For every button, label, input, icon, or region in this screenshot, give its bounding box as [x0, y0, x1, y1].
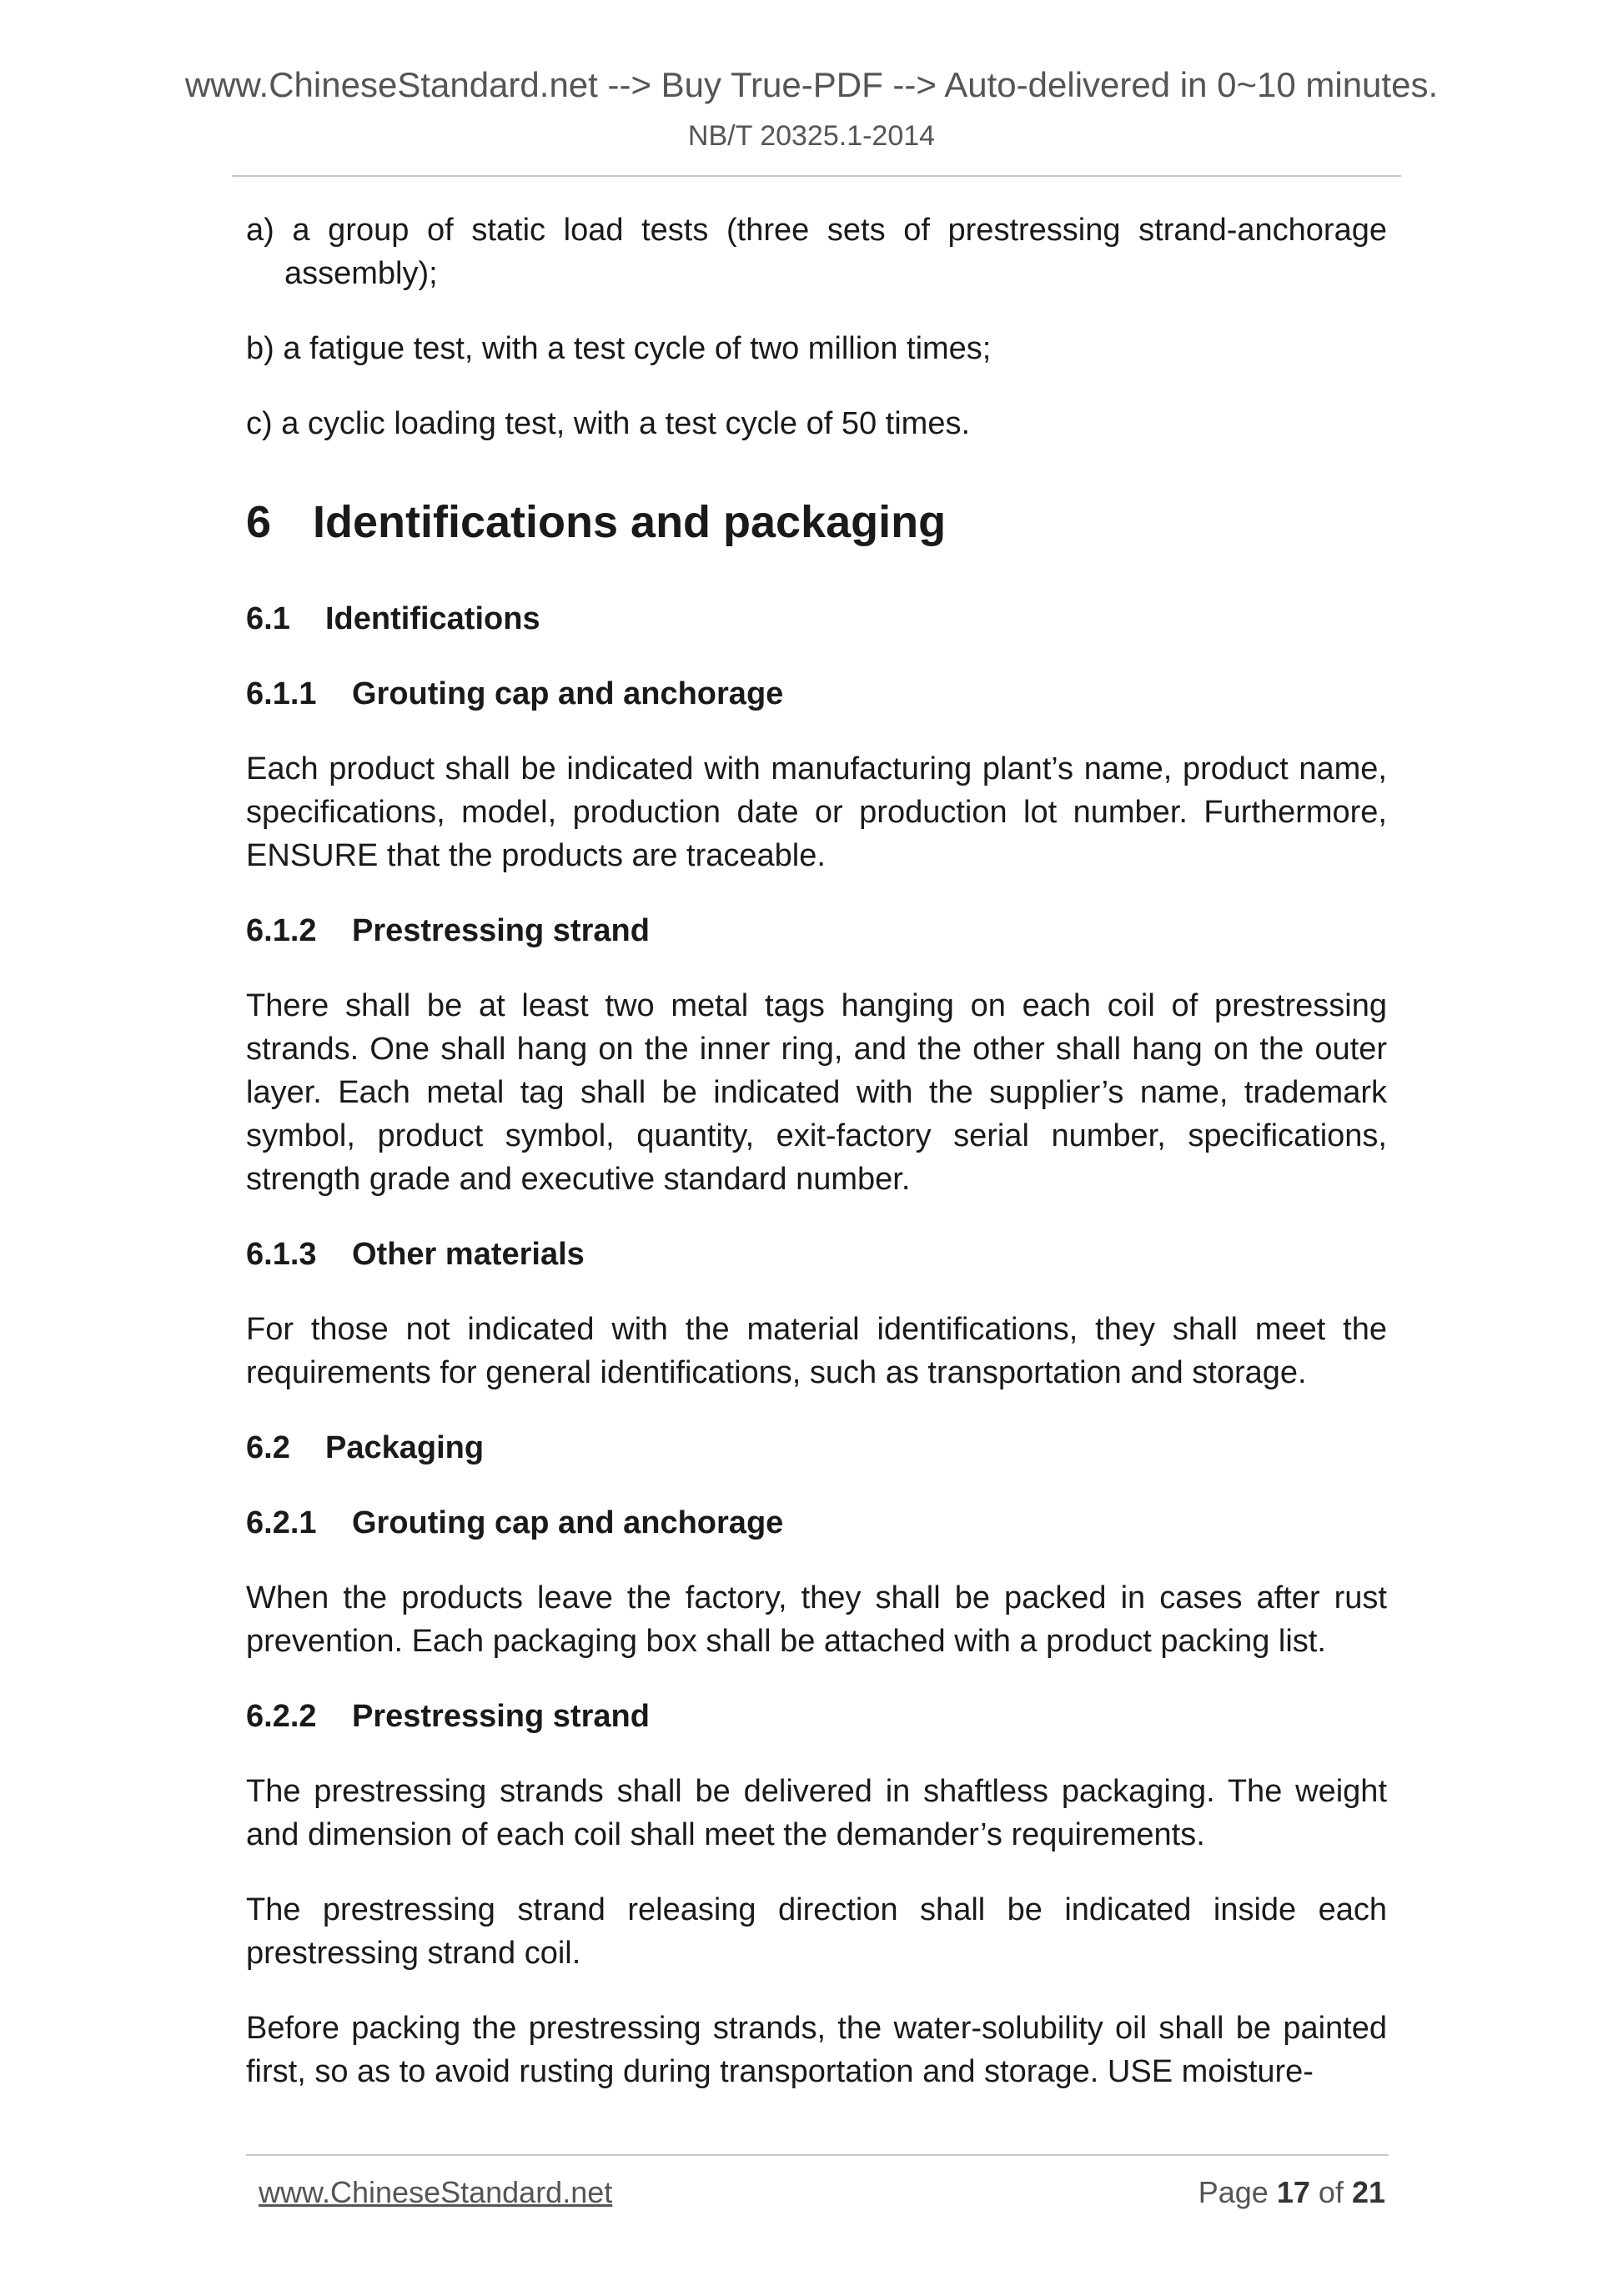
section-title: Other materials	[352, 1237, 585, 1272]
section-6-1-1-heading	[246, 672, 1387, 716]
paragraph-6-2-2-1: The prestressing strands shall be delivered in shaftless packaging. The weight and dimension of each coil shall meet the demander’s requirements.	[246, 1774, 1387, 1852]
document-body	[246, 208, 1387, 2125]
section-number: 6.2.1	[246, 1505, 317, 1540]
section-title: Prestressing strand	[352, 913, 650, 948]
section-title: Identifications and packaging	[313, 497, 947, 547]
section-number: 6.1.2	[246, 913, 317, 948]
paragraph-6-2-2-2: The prestressing strand releasing direction shall be indicated inside each prestressing strand coil.	[246, 1892, 1387, 1971]
section-6-2-2-heading	[246, 1695, 1387, 1738]
section-number: 6	[246, 497, 272, 547]
paragraph-6-1-3: For those not indicated with the material identifications, they shall meet the requirements for general identifications, such as transportation and storage.	[246, 1312, 1387, 1390]
section-6-1-heading	[246, 597, 1387, 641]
section-title: Grouting cap and anchorage	[352, 1505, 784, 1540]
paragraph-6-2-1: When the products leave the factory, they shall be packed in cases after rust prevention. Each packaging box shall be attached with a product packing list.	[246, 1580, 1387, 1659]
standard-code: NB/T 20325.1-2014	[687, 120, 936, 152]
section-title: Identifications	[325, 601, 540, 636]
section-number: 6.1.3	[246, 1237, 317, 1272]
section-title: Grouting cap and anchorage	[352, 676, 784, 711]
section-number: 6.1.1	[246, 676, 317, 711]
section-6-1-3-heading	[246, 1233, 1387, 1276]
header-divider	[232, 175, 1401, 177]
section-6-heading	[246, 495, 1387, 549]
list-item-b: b) a fatigue test, with a test cycle of two million times;	[246, 331, 992, 366]
page-indicator	[1198, 2175, 1385, 2210]
section-title: Packaging	[325, 1430, 485, 1465]
list-item-a: a) a group of static load tests (three sets of prestressing strand-anchorage assembly);	[246, 213, 1387, 291]
footer-website-link[interactable]: www.ChineseStandard.net	[259, 2175, 613, 2209]
list-item-c: c) a cyclic loading test, with a test cycle of 50 times.	[246, 406, 971, 441]
page-separator: of	[1318, 2175, 1344, 2209]
page-label: Page	[1198, 2175, 1269, 2209]
section-title: Prestressing strand	[352, 1699, 650, 1734]
paragraph-6-1-2: There shall be at least two metal tags hanging on each coil of prestressing strands. One shall hang on the inner ring, and the other shall hang on the outer layer. Each metal tag shall be indicated with the supplier’s name, trademark symbol, product symbol, quantity, exit-factory serial number, specifications, strength grade and executive standard number.	[246, 988, 1387, 1197]
section-number: 6.2	[246, 1430, 290, 1465]
header-banner[interactable]: www.ChineseStandard.net --> Buy True-PDF --> Auto-delivered in 0~10 minutes.	[184, 65, 1439, 104]
paragraph-6-1-1: Each product shall be indicated with manufacturing plant’s name, product name, specifications, model, production date or production lot number. Furthermore, ENSURE that the products are traceable.	[246, 751, 1387, 873]
section-6-2-1-heading	[246, 1501, 1387, 1545]
section-number: 6.1	[246, 601, 290, 636]
paragraph-6-2-2-3: Before packing the prestressing strands, the water-solubility oil shall be painted first, so as to avoid rusting during transportation and storage. USE moisture-	[246, 2011, 1387, 2089]
section-6-1-2-heading	[246, 909, 1387, 952]
footer-divider	[246, 2154, 1389, 2156]
section-number: 6.2.2	[246, 1699, 317, 1734]
section-6-2-heading	[246, 1426, 1387, 1470]
page-current: 17	[1276, 2175, 1310, 2209]
page-total: 21	[1351, 2175, 1385, 2209]
